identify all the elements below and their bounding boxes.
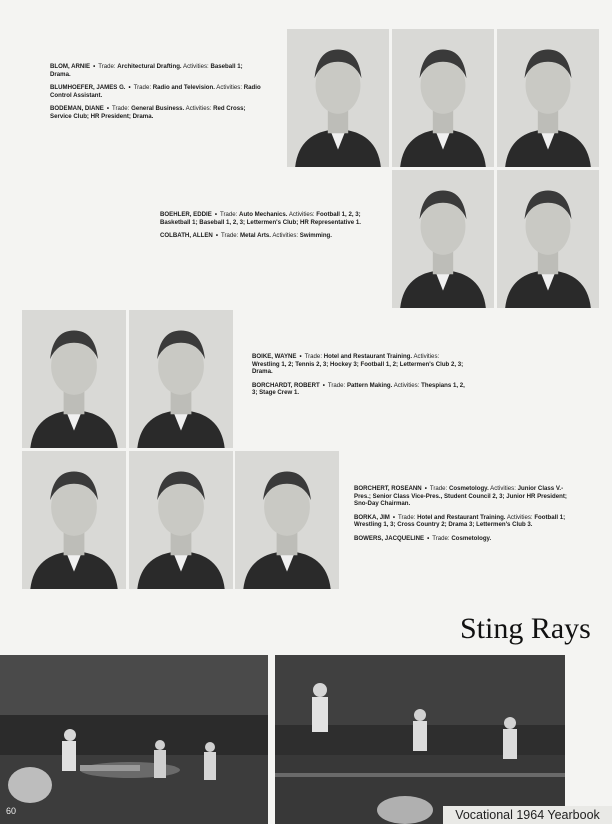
bio-entry: BORCHARDT, ROBERT • Trade: Pattern Making. Activities: Thespians 1, 2, 3; Stage Crew 1. [252, 381, 465, 397]
bio-block-4 [354, 485, 568, 549]
portrait-silhouette [129, 310, 233, 448]
bio-entry: BLOM, ARNIE • Trade: Architectural Drafting. Activities: Baseball 1; Drama. [50, 63, 243, 78]
portrait-silhouette [497, 29, 599, 167]
sting-rays-photo-left [0, 655, 268, 824]
portrait-blom [287, 29, 389, 167]
portrait-silhouette [497, 170, 599, 308]
bio-block-1 [50, 63, 263, 127]
portrait-boike [22, 310, 126, 448]
portrait-borchert [22, 451, 126, 589]
bio-entry: BODEMAN, DIANE • Trade: General Business. Activities: Red Cross; Service Club; HR President; Drama. [50, 105, 246, 120]
portrait-silhouette [235, 451, 339, 589]
portrait-colbath [497, 170, 599, 308]
bio-block-3 [252, 353, 466, 403]
bio-entry: COLBATH, ALLEN • Trade: Metal Arts. Activities: Swimming. [160, 232, 332, 240]
section-title: Sting Rays [460, 612, 591, 645]
portrait-borchardt [129, 310, 233, 448]
bio-block-2 [160, 211, 373, 246]
portrait-silhouette [129, 451, 233, 589]
portrait-bodeman [497, 29, 599, 167]
page-number: 60 [6, 806, 17, 816]
portrait-silhouette [22, 451, 126, 589]
bio-entry: BORKA, JIM • Trade: Hotel and Restaurant Training. Activities: Football 1; Wrestling 1, 3; Cross Country 2; Drama 3; Lettermen's Club 3. [354, 513, 566, 529]
bio-entry: BOIKE, WAYNE • Trade: Hotel and Restaurant Training. Activities: Wrestling 1, 2; Tennis 2, 3; Hockey 3; Football 1, 2; Lettermen's Club 2, 3; Drama. [252, 353, 464, 376]
portrait-silhouette [392, 170, 494, 308]
portrait-boehler [392, 170, 494, 308]
bio-entry: BOWERS, JACQUELINE • Trade: Cosmetology. [354, 534, 492, 542]
portrait-silhouette [287, 29, 389, 167]
sting-rays-photo-right [275, 655, 565, 824]
portrait-bowers [235, 451, 339, 589]
portrait-borka [129, 451, 233, 589]
bio-entry: BORCHERT, ROSEANN • Trade: Cosmetology. Activities: Junior Class V.-Pres.; Senior Class Vice-Pres., Student Council 2, 3; Junior HR President; Sno-Day Chairman. [354, 485, 567, 508]
bio-entry: BLUMHOEFER, JAMES G. • Trade: Radio and Television. Activities: Radio Control Assistant. [50, 84, 261, 99]
portrait-blumhoefer [392, 29, 494, 167]
portrait-silhouette [392, 29, 494, 167]
portrait-silhouette [22, 310, 126, 448]
bio-entry: BOEHLER, EDDIE • Trade: Auto Mechanics. Activities: Football 1, 2, 3; Basketball 1; Baseball 1, 2, 3; Lettermen's Club; HR Representative 1. [160, 211, 361, 226]
watermark: Vocational 1964 Yearbook [443, 806, 612, 824]
